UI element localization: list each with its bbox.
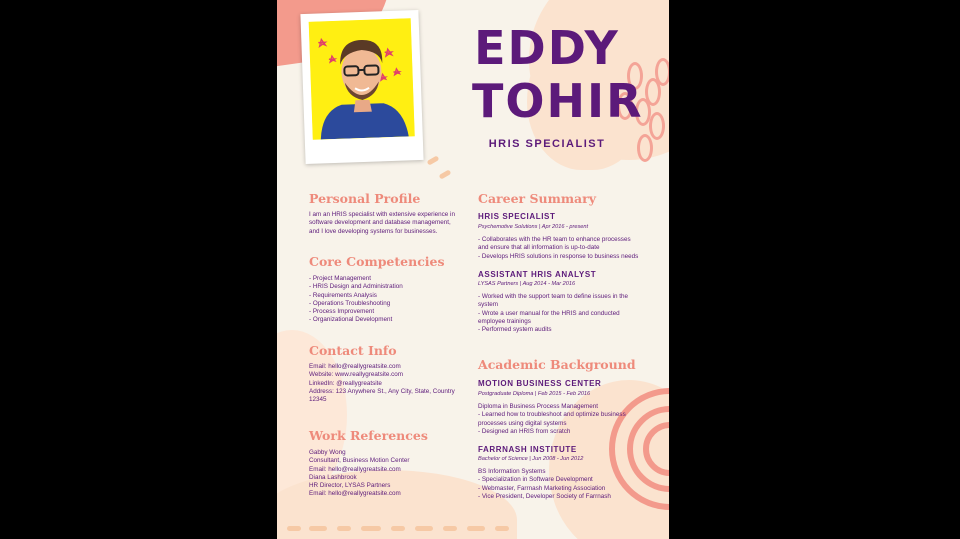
decor-dash — [495, 526, 509, 531]
core-competencies-heading: Core Competencies — [309, 254, 445, 269]
job-title-1: HRIS SPECIALIST — [478, 212, 556, 221]
job-title-2: ASSISTANT HRIS ANALYST — [478, 270, 597, 279]
school-meta-2: Bachelor of Science | Jun 2008 - Jun 2012 — [478, 456, 584, 462]
contact-info-heading: Contact Info — [309, 343, 397, 358]
last-name: TOHIR — [472, 74, 644, 128]
career-summary-heading: Career Summary — [478, 191, 596, 206]
decor-dash — [337, 526, 351, 531]
academic-background-heading: Academic Background — [478, 357, 636, 372]
job-text-2: - Worked with the support team to define issues in the system - Wrote a user manual for the HRIS and conducted employee trainings - Performed system audits — [478, 293, 629, 334]
job-meta-2: LYSAS Partners | Aug 2014 - Mar 2016 — [478, 281, 576, 287]
work-references-heading: Work References — [309, 428, 428, 443]
decor-dash — [391, 526, 405, 531]
school-name-2: FARRNASH INSTITUTE — [478, 445, 577, 454]
decor-dash — [309, 526, 327, 531]
personal-profile-text: I am an HRIS specialist with extensive experience in software development and database management, and I love developing systems for businesses. — [309, 211, 455, 235]
decor-oval — [637, 134, 653, 162]
decor-oval — [649, 112, 665, 140]
resume-page — [277, 0, 669, 539]
portrait-frame — [300, 10, 423, 164]
job-title: HRIS SPECIALIST — [488, 138, 606, 150]
core-competencies-text: - Project Management - HRIS Design and Administration - Requirements Analysis - Operations Troubleshooting - Process Improvement - Organizational Development — [309, 275, 403, 324]
personal-profile-heading: Personal Profile — [309, 191, 421, 206]
decor-dash — [439, 169, 452, 179]
job-meta-1: Psychemotive Solutions | Apr 2016 - present — [478, 224, 589, 230]
school-meta-1: Postgraduate Diploma | Feb 2015 - Feb 2016 — [478, 391, 591, 397]
decor-dash — [443, 526, 457, 531]
job-text-1: - Collaborates with the HR team to enhance processes and ensure that all information is up-to-date - Develops HRIS solutions in response to business needs — [478, 236, 639, 260]
decor-dash — [427, 155, 440, 165]
portrait-illustration — [309, 18, 415, 139]
work-references-text: Gabby Wong Consultant, Business Motion Center Email: hello@reallygreatsite.com Diana Lashbrook HR Director, LYSAS Partners Email: hello@reallygreatsite.com — [309, 449, 410, 498]
first-name: EDDY — [474, 21, 620, 75]
decor-dash — [361, 526, 381, 531]
school-text-2: BS Information Systems - Specialization in Software Development - Webmaster, Farrnash Marketing Association - Vice President, Developer Society of Farrnash — [478, 468, 611, 500]
decor-dash — [467, 526, 485, 531]
decor-oval — [655, 58, 669, 86]
school-name-1: MOTION BUSINESS CENTER — [478, 379, 602, 388]
decor-dash — [415, 526, 433, 531]
contact-info-text: Email: hello@reallygreatsite.com Website: www.reallygreatsite.com LinkedIn: @reallygreatsite Address: 123 Anywhere St., Any City, State, Country 12345 — [309, 363, 455, 404]
illustrated-portrait-icon — [309, 18, 415, 139]
school-text-1: Diploma in Business Process Management - Learned how to troubleshoot and optimize business processes using digital systems - Designed an HRIS from scratch — [478, 403, 626, 435]
decor-dash — [287, 526, 301, 531]
